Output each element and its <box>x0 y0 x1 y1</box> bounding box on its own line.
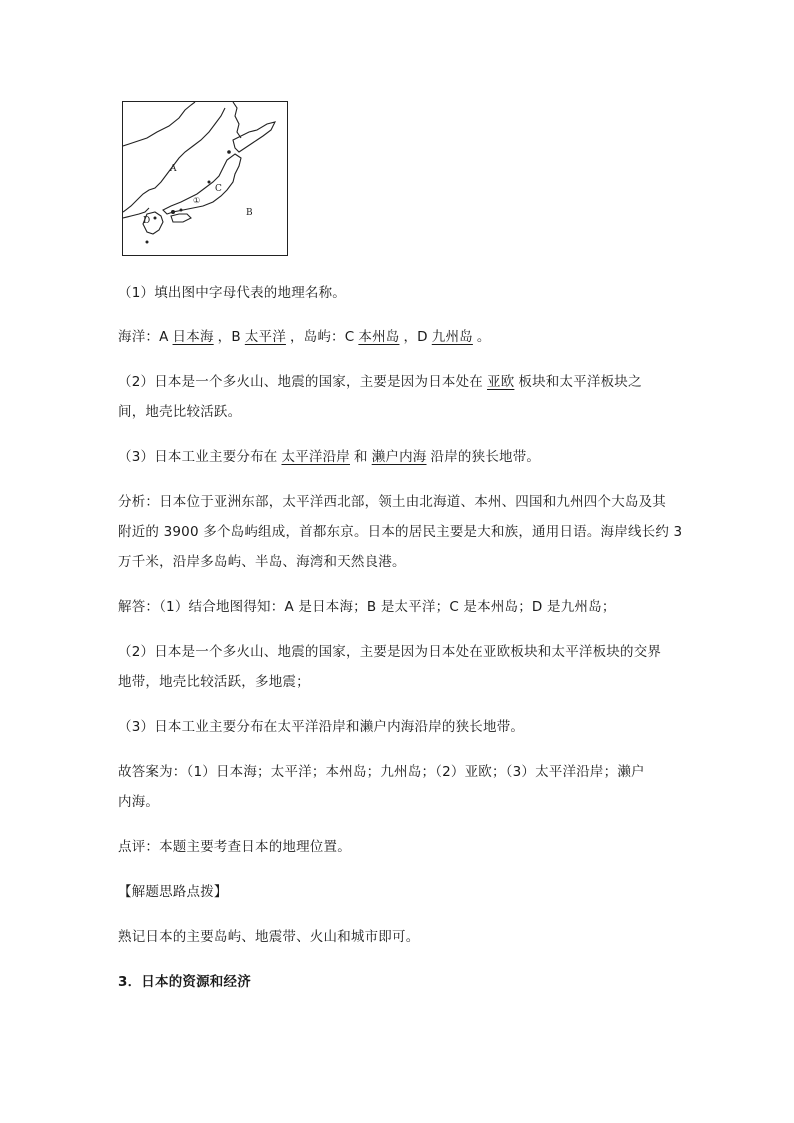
q3-middle: 和 <box>354 449 368 465</box>
map-label-a: A <box>170 164 177 174</box>
solution-line-1: 解答：（1）结合地图得知：A 是日本海；B 是太平洋；C 是本州岛；D 是九州岛； <box>118 599 616 615</box>
q1-island-prefix: ，岛屿：C <box>289 329 355 345</box>
city-dot <box>180 209 183 212</box>
analysis-line-3: 万千米，沿岸多岛屿、半岛、海湾和天然良港。 <box>118 554 406 570</box>
solution-line-2a: （2）日本是一个多火山、地震的国家，主要是因为日本处在亚欧板块和太平洋板块的交界 <box>118 644 662 660</box>
map-label-d: D <box>143 216 151 226</box>
final-answer-line-1: 故答案为：（1）日本海；太平洋；本州岛；九州岛；（2）亚欧；（3）太平洋沿岸；濑户 <box>118 764 645 780</box>
q3-answer-1: 太平洋沿岸 <box>281 449 350 465</box>
q3-line <box>118 446 540 468</box>
q2-line2: 间，地壳比较活跃。 <box>118 404 242 420</box>
q1-end: 。 <box>476 329 491 345</box>
analysis-line-2: 附近的 3900 多个岛屿组成，首都东京。日本的居民主要是大和族，通用日语。海岸线长约 3 <box>118 524 683 540</box>
city-dot <box>171 210 175 214</box>
q1-ocean-prefix: 海洋：A <box>118 329 169 345</box>
japan-map-drawing <box>123 102 289 257</box>
shikoku-island <box>171 214 191 222</box>
q3-answer-2: 濑户内海 <box>371 449 427 465</box>
analysis-line-1: 分析：日本位于亚洲东部，太平洋西北部，领土由北海道、本州、四国和九州四个大岛及其 <box>118 494 666 510</box>
map-label-circle-1: ① <box>193 196 201 205</box>
final-answer-line-2: 内海。 <box>118 794 160 810</box>
q2-prefix: （2）日本是一个多火山、地震的国家，主要是因为日本处在 <box>118 374 483 390</box>
q2-suffix: 板块和太平洋板块之 <box>518 374 642 390</box>
city-dot <box>227 150 231 154</box>
q1-answers <box>118 326 491 348</box>
solution-line-3: （3）日本工业主要分布在太平洋沿岸和濑户内海沿岸的狭长地带。 <box>118 719 525 735</box>
korea-coastline <box>123 108 225 212</box>
tips-body: 熟记日本的主要岛屿、地震带、火山和城市即可。 <box>118 929 420 945</box>
map-label-c: C <box>215 184 222 194</box>
q1-answer-d: 九州岛 <box>431 329 473 345</box>
q2-answer: 亚欧 <box>487 374 515 390</box>
southern-island <box>146 241 149 244</box>
sakhalin-island <box>233 102 241 138</box>
q1-answer-c: 本州岛 <box>358 329 400 345</box>
q1-answer-b: 太平洋 <box>244 329 286 345</box>
solution-line-2b: 地带，地壳比较活跃，多地震； <box>118 674 310 690</box>
q1-prompt: （1）填出图中字母代表的地理名称。 <box>118 285 346 301</box>
map-label-b: B <box>246 208 253 218</box>
comment: 点评：本题主要考查日本的地理位置。 <box>118 839 351 855</box>
q1-d-prefix: ，D <box>403 329 428 345</box>
city-dot <box>208 181 211 184</box>
q2-line1 <box>118 371 642 393</box>
tips-heading: 【解题思路点拨】 <box>118 884 228 900</box>
mainland-coastline <box>123 102 195 146</box>
q3-prefix: （3）日本工业主要分布在 <box>118 449 278 465</box>
section-heading: 3．日本的资源和经济 <box>118 974 251 990</box>
hokkaido-island <box>233 122 275 152</box>
q3-suffix: 沿岸的狭长地带。 <box>430 449 541 465</box>
q1-b-prefix: ，B <box>217 329 241 345</box>
japan-map <box>122 101 288 256</box>
q1-answer-a: 日本海 <box>172 329 214 345</box>
city-dot <box>154 217 157 220</box>
